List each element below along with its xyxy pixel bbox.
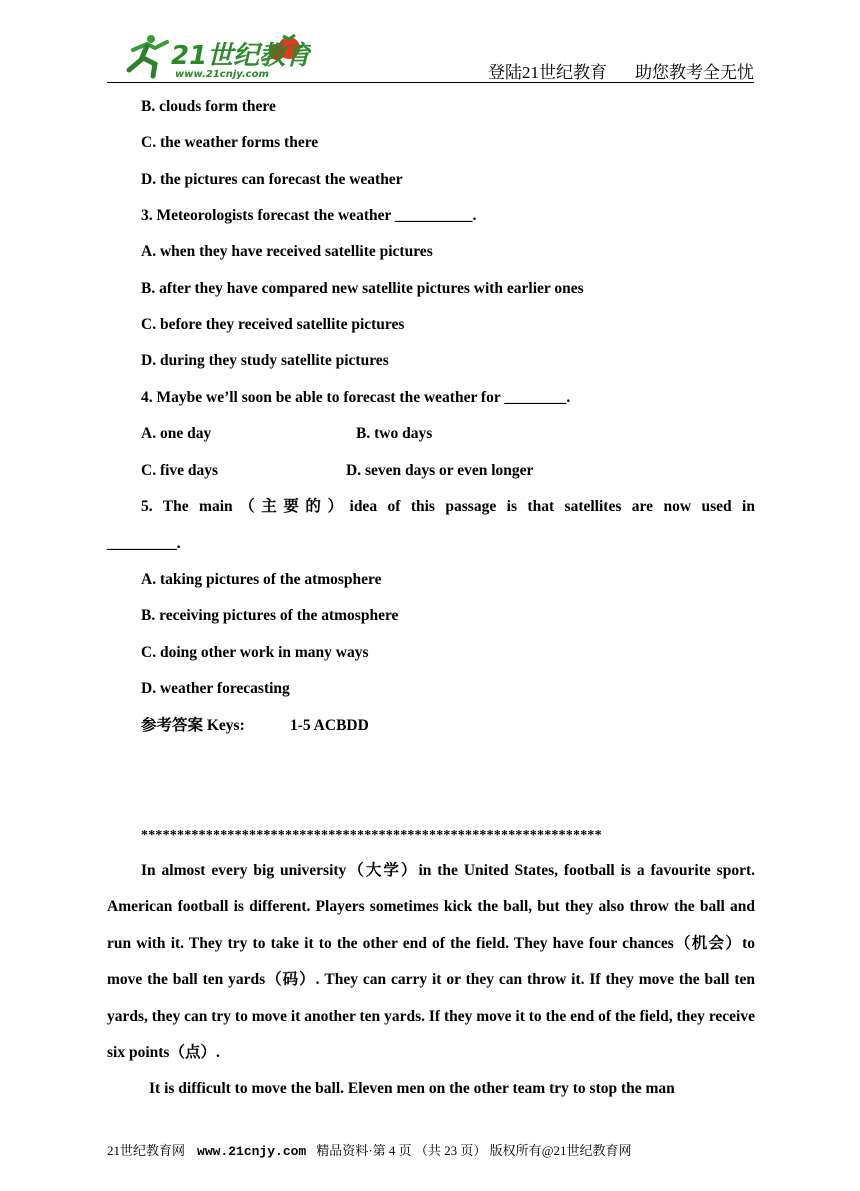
q4-option-c: C. five days bbox=[141, 462, 219, 479]
q3-option-d: D. during they study satellite pictures bbox=[141, 352, 389, 369]
passage-paragraph-1: In almost every big university（大学）in the United States, football is a favourite sport. American football is different. Players sometimes kick the ball, but they also throw the ball and run with it. They try to take it to the other end of the field. They have four chances（机会）to move the ball ten yards（码）. They can carry it or they can throw it. If they move the ball ten yards, they can try to move it another ten yards. If they move it to the end of the field, they receive six points（点）. bbox=[107, 862, 755, 1062]
footer-url: www.21cnjy.com bbox=[197, 1144, 307, 1159]
q5-option-a: A. taking pictures of the atmosphere bbox=[141, 571, 382, 588]
q4-option-b: B. two days bbox=[356, 425, 433, 442]
q2-option-d: D. the pictures can forecast the weather bbox=[141, 171, 403, 188]
runner-icon bbox=[129, 35, 167, 76]
q3-option-c: C. before they received satellite pictures bbox=[141, 316, 405, 333]
page-header bbox=[107, 30, 754, 84]
answer-keys-label: 参考答案 Keys: bbox=[141, 717, 245, 734]
q2-option-b: B. clouds form there bbox=[141, 98, 276, 115]
section-separator: **************************************************************** bbox=[141, 828, 602, 843]
passage-paragraph-2: It is difficult to move the ball. Eleven men on the other team try to stop the man bbox=[149, 1080, 675, 1098]
q4-option-d: D. seven days or even longer bbox=[346, 462, 534, 479]
slogan-help: 助您教考全无忧 bbox=[635, 63, 754, 82]
header-slogans bbox=[488, 58, 754, 83]
footer-site: 21世纪教育网 bbox=[107, 1143, 186, 1158]
slogan-login: 登陆21世纪教育 bbox=[488, 63, 607, 82]
answer-keys-value: 1-5 ACBDD bbox=[290, 717, 369, 734]
q5-stem-line1: 5. The main（主要的）idea of this passage is that satellites are now used in bbox=[141, 498, 755, 515]
footer-info: 精品资料·第 4 页 （共 23 页） 版权所有@21世纪教育网 bbox=[316, 1143, 632, 1158]
q3-option-b: B. after they have compared new satellite pictures with earlier ones bbox=[141, 280, 584, 297]
page-footer bbox=[107, 1140, 632, 1159]
q5-stem-line2: _________. bbox=[107, 535, 181, 552]
q5-option-d: D. weather forecasting bbox=[141, 680, 290, 697]
q4-option-a: A. one day bbox=[141, 425, 212, 442]
q4-stem: 4. Maybe we’ll soon be able to forecast the weather for ________. bbox=[141, 389, 571, 406]
logo-subtext: www.21cnjy.com bbox=[175, 69, 269, 80]
q2-option-c: C. the weather forms there bbox=[141, 134, 319, 151]
logo bbox=[111, 30, 311, 80]
q3-option-a: A. when they have received satellite pictures bbox=[141, 243, 433, 260]
header-divider bbox=[107, 82, 754, 83]
q5-option-c: C. doing other work in many ways bbox=[141, 644, 369, 661]
q3-stem: 3. Meteorologists forecast the weather __________. bbox=[141, 207, 477, 224]
reading-passage bbox=[107, 853, 755, 1108]
q5-option-b: B. receiving pictures of the atmosphere bbox=[141, 607, 399, 624]
logo-text: 21世纪教育 bbox=[171, 41, 311, 71]
